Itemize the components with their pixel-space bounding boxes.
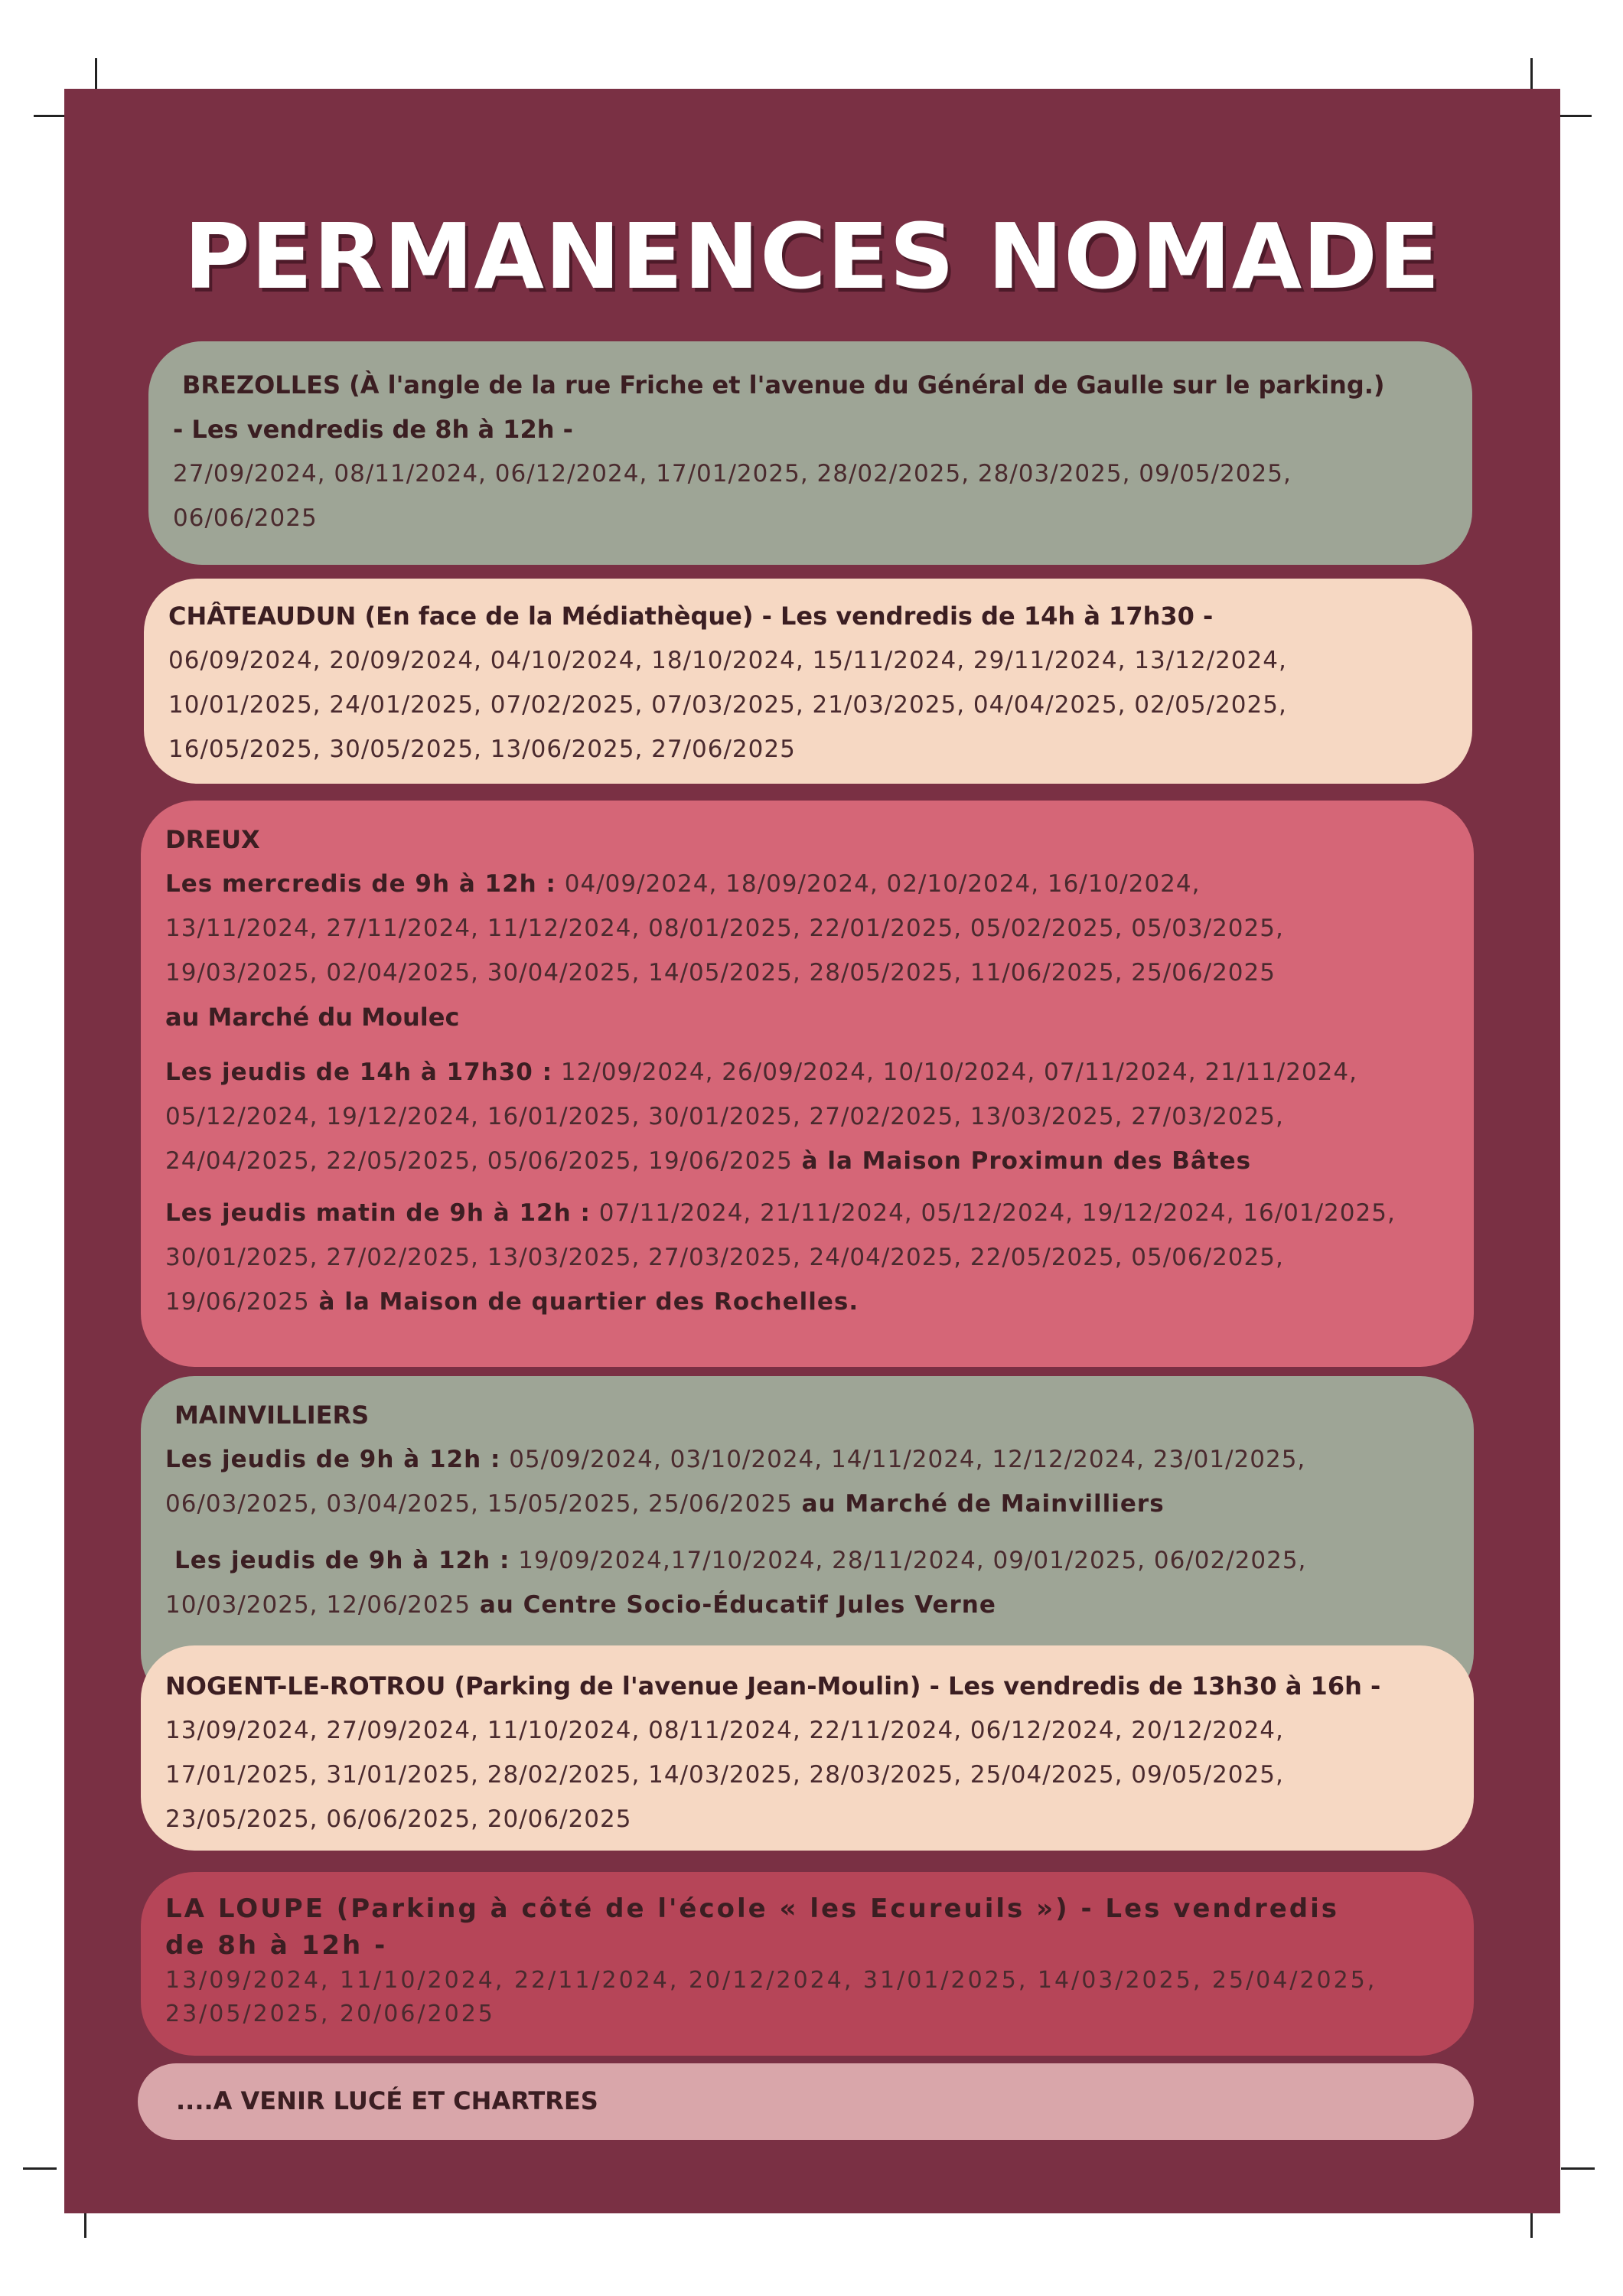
mainvilliers-b-line: [165, 1583, 1474, 1627]
mainvilliers-a-label: Les jeudis de 9h à 12h :: [165, 1446, 501, 1473]
brezolles-schedule: - Les vendredis de 8h à 12h -: [173, 415, 573, 444]
crop-mark: [1558, 115, 1592, 117]
brezolles-dates: 06/06/2025: [173, 504, 318, 532]
mainvilliers-b-dates: 19/09/2024,17/10/2024, 28/11/2024, 09/01/2025, 06/02/2025,: [510, 1547, 1307, 1574]
dreux-thum-line: [165, 1280, 1474, 1324]
mainvilliers-a-dates: 05/09/2024, 03/10/2024, 14/11/2024, 12/12/2024, 23/01/2025,: [500, 1446, 1306, 1473]
dreux-wed-dates: 13/11/2024, 27/11/2024, 11/12/2024, 08/01/2025, 22/01/2025, 05/02/2025, 05/03/2025,: [165, 915, 1284, 942]
crop-mark: [1561, 2167, 1595, 2170]
dreux-wed-label: Les mercredis de 9h à 12h :: [165, 870, 556, 898]
dreux-heading: DREUX: [165, 825, 260, 854]
mainvilliers-heading: MAINVILLIERS: [174, 1401, 370, 1430]
laloupe-heading: de 8h à 12h -: [165, 1930, 388, 1961]
crop-mark: [34, 115, 67, 117]
mainvilliers-b-dates: 10/03/2025, 12/06/2025: [165, 1591, 471, 1619]
dreux-thum-dates: 19/06/2025: [165, 1288, 310, 1316]
nogent-dates: 17/01/2025, 31/01/2025, 28/02/2025, 14/03/2025, 28/03/2025, 25/04/2025, 09/05/2025,: [165, 1761, 1284, 1789]
nogent-dates: 23/05/2025, 06/06/2025, 20/06/2025: [165, 1805, 632, 1833]
coming-soon-text: ....A VENIR LUCÉ ET CHARTRES: [176, 2086, 598, 2115]
dreux-wed-dates: 19/03/2025, 02/04/2025, 30/04/2025, 14/05/2025, 28/05/2025, 11/06/2025, 25/06/2025: [165, 959, 1276, 987]
crop-mark: [23, 2167, 57, 2170]
card-brezolles: [148, 341, 1472, 565]
card-coming-soon: [138, 2063, 1474, 2140]
brezolles-heading: BREZOLLES (À l'angle de la rue Friche et l'avenue du Général de Gaulle sur le parking.): [182, 370, 1385, 400]
chateaudun-heading: CHÂTEAUDUN (En face de la Médiathèque) - Les vendredis de 14h à 17h30 -: [168, 602, 1214, 631]
dreux-wed-line: [165, 862, 1474, 906]
poster: [64, 89, 1560, 2213]
crop-mark: [95, 58, 97, 92]
mainvilliers-b-label: Les jeudis de 9h à 12h :: [174, 1547, 510, 1574]
nogent-dates: 13/09/2024, 27/09/2024, 11/10/2024, 08/11/2024, 22/11/2024, 06/12/2024, 20/12/2024,: [165, 1717, 1284, 1744]
dreux-thu-dates: 05/12/2024, 19/12/2024, 16/01/2025, 30/01/2025, 27/02/2025, 13/03/2025, 27/03/2025,: [165, 1103, 1284, 1130]
dreux-thum-dates: 07/11/2024, 21/11/2024, 05/12/2024, 19/12/2024, 16/01/2025,: [590, 1199, 1396, 1227]
laloupe-heading: LA LOUPE (Parking à côté de l'école « les Ecureuils ») - Les vendredis: [165, 1893, 1340, 1924]
page-title: PERMANENCES NOMADE: [184, 204, 1441, 309]
dreux-thu-dates: 12/09/2024, 26/09/2024, 10/10/2024, 07/11/2024, 21/11/2024,: [552, 1058, 1357, 1086]
dreux-thu-line: [165, 1139, 1474, 1183]
mainvilliers-a-place: au Marché de Mainvilliers: [792, 1490, 1165, 1518]
dreux-thu-place: à la Maison Proximun des Bâtes: [792, 1147, 1252, 1175]
brezolles-dates: 27/09/2024, 08/11/2024, 06/12/2024, 17/01/2025, 28/02/2025, 28/03/2025, 09/05/2025,: [173, 460, 1292, 488]
mainvilliers-a-line: [165, 1437, 1474, 1482]
mainvilliers-a-line: [165, 1482, 1474, 1526]
dreux-thu-dates: 24/04/2025, 22/05/2025, 05/06/2025, 19/06/2025: [165, 1147, 793, 1175]
nogent-heading: NOGENT-LE-ROTROU (Parking de l'avenue Jean-Moulin) - Les vendredis de 13h30 à 16h -: [165, 1671, 1381, 1701]
laloupe-dates: 23/05/2025, 20/06/2025: [165, 2001, 495, 2027]
dreux-thum-line: [165, 1191, 1474, 1235]
card-dreux: [141, 801, 1474, 1367]
chateaudun-dates: 10/01/2025, 24/01/2025, 07/02/2025, 07/03/2025, 21/03/2025, 04/04/2025, 02/05/2025,: [168, 691, 1287, 719]
dreux-thum-dates: 30/01/2025, 27/02/2025, 13/03/2025, 27/03/2025, 24/04/2025, 22/05/2025, 05/06/2025,: [165, 1244, 1284, 1271]
mainvilliers-b-place: au Centre Socio-Éducatif Jules Verne: [471, 1591, 996, 1619]
dreux-wed-dates: 04/09/2024, 18/09/2024, 02/10/2024, 16/10/2024,: [556, 870, 1201, 898]
card-nogent: [141, 1645, 1474, 1851]
dreux-wed-place: au Marché du Moulec: [165, 1003, 460, 1032]
chateaudun-dates: 06/09/2024, 20/09/2024, 04/10/2024, 18/10/2024, 15/11/2024, 29/11/2024, 13/12/2024,: [168, 647, 1287, 674]
crop-mark: [1530, 58, 1533, 92]
mainvilliers-b-line: [174, 1538, 1474, 1583]
card-chateaudun: [144, 579, 1472, 784]
card-laloupe: [141, 1872, 1474, 2056]
dreux-thum-place: à la Maison de quartier des Rochelles.: [309, 1288, 859, 1316]
dreux-thu-label: Les jeudis de 14h à 17h30 :: [165, 1058, 553, 1086]
laloupe-dates: 13/09/2024, 11/10/2024, 22/11/2024, 20/12/2024, 31/01/2025, 14/03/2025, 25/04/2025,: [165, 1967, 1377, 1994]
mainvilliers-a-dates: 06/03/2025, 03/04/2025, 15/05/2025, 25/06/2025: [165, 1490, 793, 1518]
dreux-thu-line: [165, 1050, 1474, 1094]
chateaudun-dates: 16/05/2025, 30/05/2025, 13/06/2025, 27/06/2025: [168, 735, 796, 763]
dreux-thum-label: Les jeudis matin de 9h à 12h :: [165, 1199, 591, 1227]
